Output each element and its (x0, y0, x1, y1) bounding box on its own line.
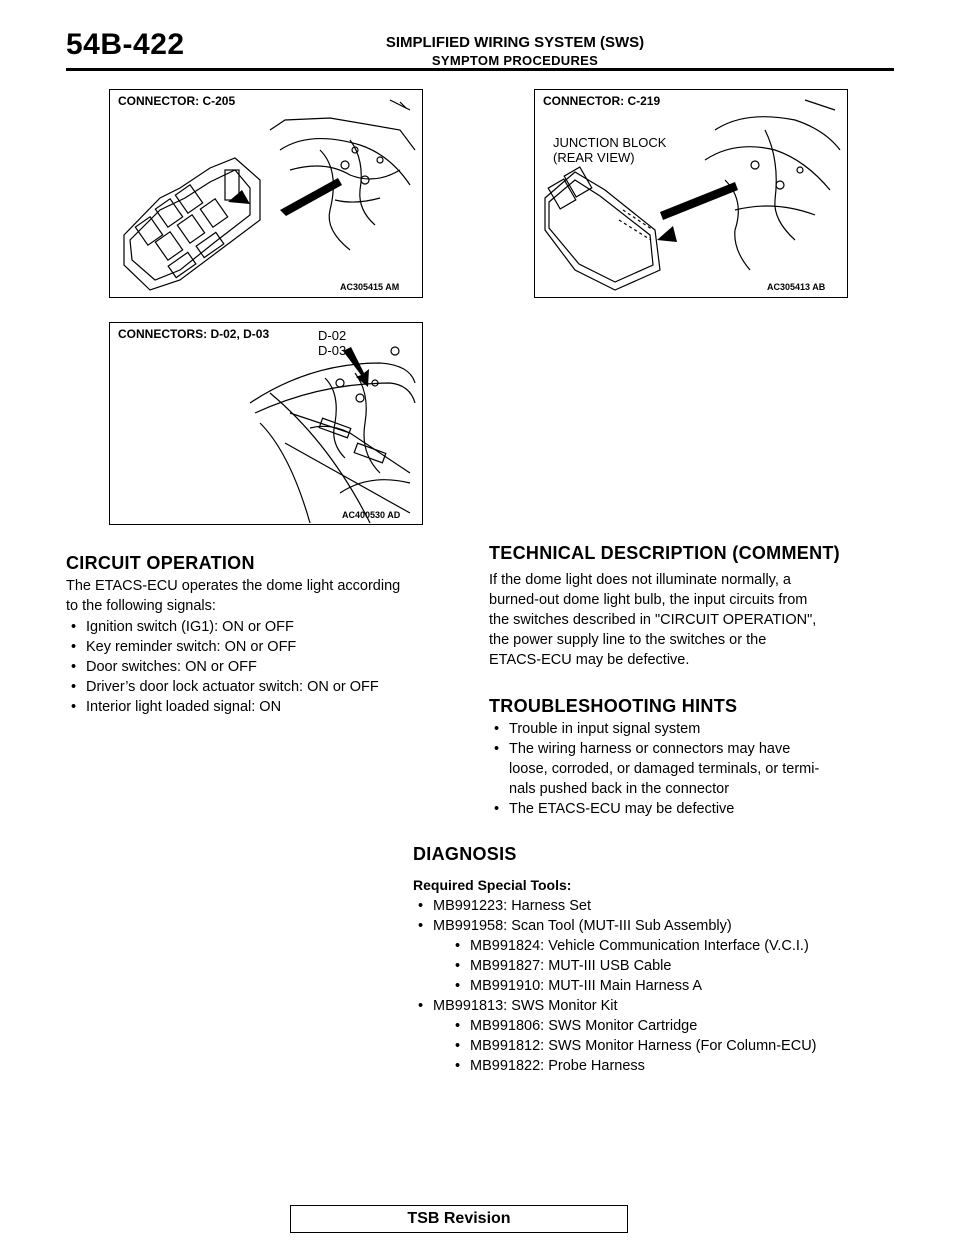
figure-title: CONNECTOR: C-205 (118, 94, 236, 108)
list-item: • MB991812: SWS Monitor Harness (For Column-ECU) (413, 1036, 817, 1056)
list-item: • MB991824: Vehicle Communication Interface (V.C.I.) (413, 936, 817, 956)
connector-c219-illustration (535, 90, 847, 297)
circuit-operation-list (66, 617, 379, 717)
diagnosis-heading: DIAGNOSIS (413, 844, 517, 864)
list-item: • MB991223: Harness Set (413, 896, 817, 916)
technical-description-line: burned-out dome light bulb, the input circuits from (489, 592, 808, 608)
header-rule (66, 68, 894, 71)
figure-code: AC400530 AD (342, 510, 401, 520)
circuit-operation-heading: CIRCUIT OPERATION (66, 553, 255, 573)
troubleshooting-hints-heading: TROUBLESHOOTING HINTS (489, 696, 738, 716)
technical-description-line: If the dome light does not illuminate normally, a (489, 572, 791, 588)
figure-title: CONNECTOR: C-219 (543, 94, 661, 108)
figure-label-line2: (REAR VIEW) (553, 150, 635, 165)
figure-label-line1: JUNCTION BLOCK (553, 135, 667, 150)
list-item: loose, corroded, or damaged terminals, or termi- (509, 761, 820, 777)
required-tools-list (413, 896, 817, 1076)
technical-description-heading: TECHNICAL DESCRIPTION (COMMENT) (489, 543, 840, 563)
figure-connector-c205 (109, 89, 423, 298)
list-item: • Interior light loaded signal: ON (66, 697, 379, 717)
list-item: • MB991910: MUT-III Main Harness A (413, 976, 817, 996)
list-item: • The wiring harness or connectors may have (489, 739, 819, 759)
list-item: • MB991827: MUT-III USB Cable (413, 956, 817, 976)
connector-c205-illustration (110, 90, 422, 297)
list-item: nals pushed back in the connector (509, 781, 730, 797)
tsb-revision-label: TSB Revision (407, 1210, 511, 1227)
list-item: • MB991813: SWS Monitor Kit (413, 996, 817, 1016)
list-item: • Door switches: ON or OFF (66, 657, 379, 677)
figure-title: CONNECTORS: D-02, D-03 (118, 327, 270, 341)
figure-code: AC305415 AM (340, 282, 400, 292)
list-item: • MB991958: Scan Tool (MUT-III Sub Assembly) (413, 916, 817, 936)
list-item: • Ignition switch (IG1): ON or OFF (66, 617, 379, 637)
technical-description-line: ETACS-ECU may be defective. (489, 652, 690, 668)
figure-label-line2: D-03 (318, 343, 347, 358)
tsb-revision-box (290, 1205, 628, 1233)
technical-description-line: the switches described in "CIRCUIT OPERATION", (489, 612, 817, 628)
connectors-d02-d03-illustration (110, 323, 422, 524)
technical-description-line: the power supply line to the switches or the (489, 632, 767, 648)
list-item: • MB991822: Probe Harness (413, 1056, 817, 1076)
figure-connector-c219 (534, 89, 848, 298)
list-item: • Driver’s door lock actuator switch: ON or OFF (66, 677, 379, 697)
circuit-operation-intro-line1: The ETACS-ECU operates the dome light according (66, 578, 401, 594)
list-item: • Trouble in input signal system (489, 719, 819, 739)
section-title: SIMPLIFIED WIRING SYSTEM (SWS) (385, 34, 645, 51)
figure-connectors-d02-d03 (109, 322, 423, 525)
figure-label-line1: D-02 (318, 328, 347, 343)
section-subtitle: SYMPTOM PROCEDURES (431, 53, 599, 68)
figure-code: AC305413 AB (767, 282, 826, 292)
list-item: • The ETACS-ECU may be defective (489, 799, 819, 819)
list-item: • Key reminder switch: ON or OFF (66, 637, 379, 657)
list-item: • MB991806: SWS Monitor Cartridge (413, 1016, 817, 1036)
circuit-operation-intro-line2: to the following signals: (66, 598, 216, 614)
required-tools-label: Required Special Tools: (413, 877, 572, 893)
troubleshooting-hints-list (489, 719, 819, 819)
page-number: 54B-422 (66, 28, 185, 61)
